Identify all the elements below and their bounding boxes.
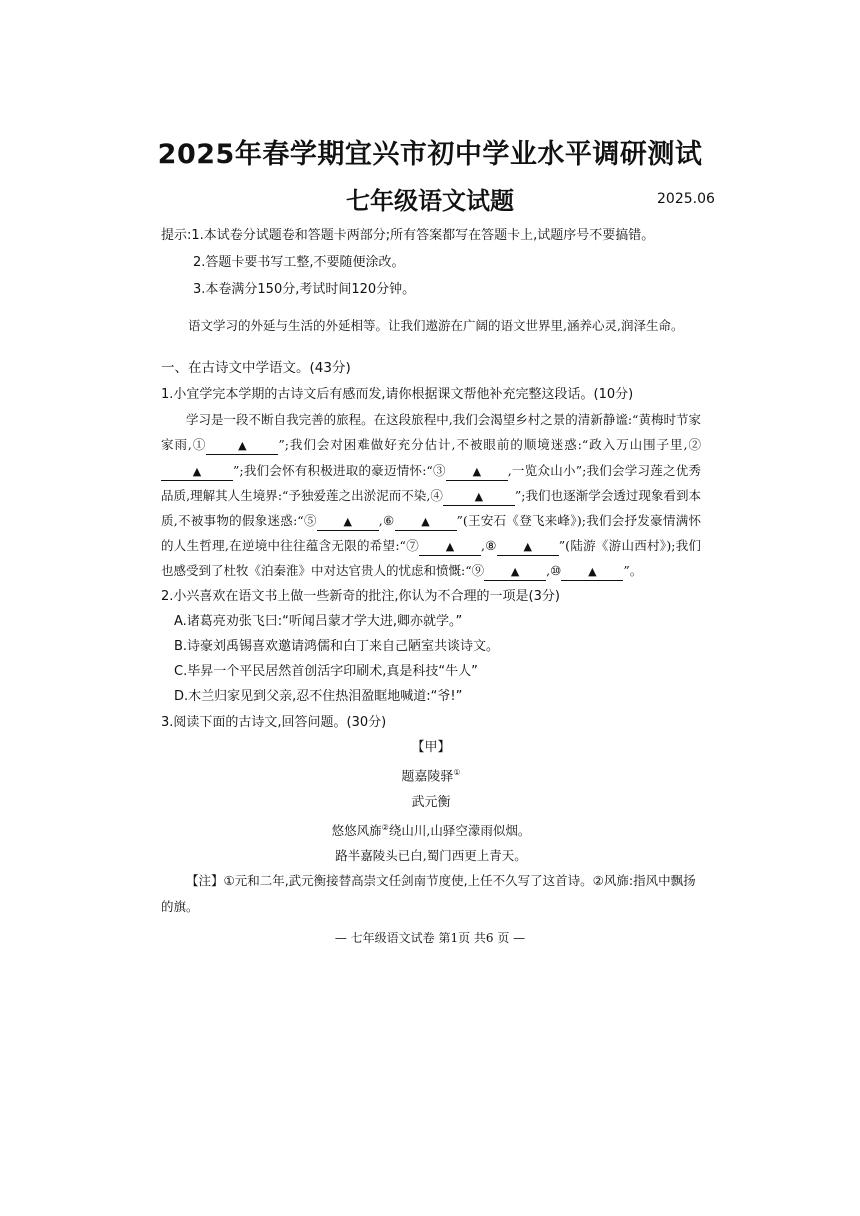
question-2-stem: 2.小兴喜欢在语文书上做一些新奇的批注,你认为不合理的一项是(3分) <box>161 588 560 604</box>
part-label: 【甲】 <box>411 739 451 755</box>
poem-title-text: 题嘉陵驿 <box>401 769 454 785</box>
poem-line-2: 路半嘉陵头已白,蜀门西更上青天。 <box>335 848 527 864</box>
exam-date: 2025.06 <box>657 191 715 207</box>
passage-text: 学习是一段不断自我完善的旅程。在这段旅程中,我们会渴望乡村之景的清新静谧:“黄梅时节家家雨, <box>161 412 701 453</box>
fill-blank <box>419 538 481 556</box>
triangle-icon: ▲ <box>445 540 455 554</box>
section-heading: 一、在古诗文中学语文。(43分) <box>161 360 351 376</box>
passage-text: ”。 <box>623 563 643 579</box>
note-text: 飘扬的旗。 <box>161 873 696 914</box>
passage-text: , <box>481 538 485 554</box>
blank-label: ⑦ <box>405 538 420 554</box>
note-text: 【注】①元和二年,武元衡接替高崇文任剑南节度使,上任不久写了这首诗。②风旆:指风中 <box>186 873 671 889</box>
option-a: A.诸葛亮劝张飞曰:“听闻吕蒙才学大进,卿亦就学。” <box>174 613 463 629</box>
exam-subtitle: 七年级语文试题 <box>346 187 514 215</box>
passage-text: , <box>378 513 383 529</box>
poem-line-text: 悠悠风旆 <box>331 822 382 838</box>
blank-label: ③ <box>432 462 446 478</box>
triangle-icon: ▲ <box>421 515 430 529</box>
passage-text: , <box>546 563 551 579</box>
blank-label: ⑥ <box>382 513 395 529</box>
blank-label: ⑨ <box>471 563 485 579</box>
fill-blank <box>484 563 546 581</box>
exam-title: 2025年春学期宜兴市初中学业水平调研测试 <box>157 139 703 170</box>
fill-blank <box>395 513 457 531</box>
triangle-icon: ▲ <box>588 565 597 579</box>
page-footer: — 七年级语文试卷 第1页 共6 页 — <box>334 931 526 945</box>
blank-label: ② <box>687 437 701 453</box>
poem-line-1 <box>161 815 701 843</box>
blank-label: ⑩ <box>550 563 562 579</box>
motto: 语文学习的外延与生活的外延相等。让我们遨游在广阔的语文世界里,涵养心灵,润泽生命。 <box>188 318 684 333</box>
fill-blank <box>161 463 233 481</box>
footnote-marker: ① <box>453 768 461 778</box>
passage-text: ”(王安石《登飞来峰》);我们会抒发豪情满怀的人生哲理,在逆境中往往蕴含无限的希望:“ <box>161 513 701 554</box>
blank-label: ⑧ <box>485 538 497 554</box>
passage-text: ”;我们会怀有积极进取的豪迈情怀:“ <box>233 462 433 478</box>
triangle-icon: ▲ <box>523 540 533 554</box>
poem-author: 武元衡 <box>411 794 451 810</box>
triangle-icon: ▲ <box>238 439 247 453</box>
blank-label: ⑤ <box>303 513 317 529</box>
passage-text: ”;我们也逐渐学会透过现象看到本质,不被事物的假象迷惑:“ <box>161 487 701 529</box>
instruction-2: 2.答题卡要书写工整,不要随便涂改。 <box>193 255 405 270</box>
question-area <box>161 382 701 919</box>
triangle-icon: ▲ <box>192 464 202 478</box>
triangle-icon: ▲ <box>510 565 520 579</box>
passage-text: ”(陆游《游山西村》);我们也感受到了杜牧《泊秦淮》中对达官贵人的忧虑和愤慨:“ <box>161 538 701 579</box>
instruction-1: 提示:1.本试卷分试题卷和答题卡两部分;所有答案都写在答题卡上,试题序号不要搞错。 <box>161 228 655 243</box>
question-1-passage <box>161 407 701 583</box>
blank-label: ① <box>191 437 207 453</box>
triangle-icon: ▲ <box>474 489 484 503</box>
poem-line-text: 绕山川,山驿空濛雨似烟。 <box>388 822 531 838</box>
poem-title <box>161 760 701 790</box>
fill-blank <box>561 563 623 581</box>
option-b: B.诗豪刘禹锡喜欢邀请鸿儒和白丁来自己陋室共谈诗文。 <box>174 639 500 655</box>
question-1-stem: 1.小宜学完本学期的古诗文后有感而发,请你根据课文帮他补充完整这段话。(10分) <box>161 387 634 402</box>
instructions <box>161 226 654 307</box>
option-d: D.木兰归家见到父亲,忍不住热泪盈眶地喊道:“爷!” <box>174 689 463 705</box>
blank-label: ④ <box>430 487 443 503</box>
triangle-icon: ▲ <box>472 464 482 478</box>
fill-blank <box>446 463 508 481</box>
fill-blank <box>497 538 559 556</box>
triangle-icon: ▲ <box>343 515 352 529</box>
instruction-3: 3.本卷满分150分,考试时间120分钟。 <box>193 282 416 297</box>
fill-blank <box>206 437 278 455</box>
fill-blank <box>317 513 379 531</box>
option-c: C.毕昇一个平民居然首创活字印刷术,真是科技“牛人” <box>174 664 478 680</box>
footnote-marker: ② <box>381 822 389 832</box>
passage-text: ,一览众山小”;我们会学习莲之优秀品质,理解其人生境界:“予独爱莲之出淤泥而不染, <box>161 462 701 503</box>
fill-blank <box>443 488 515 506</box>
poem-note <box>161 868 701 918</box>
question-3-stem: 3.阅读下面的古诗文,回答问题。(30分) <box>161 714 387 730</box>
passage-text: ”;我们会对困难做好充分估计,不被眼前的顺境迷惑:“政入万山围子里, <box>278 437 688 453</box>
